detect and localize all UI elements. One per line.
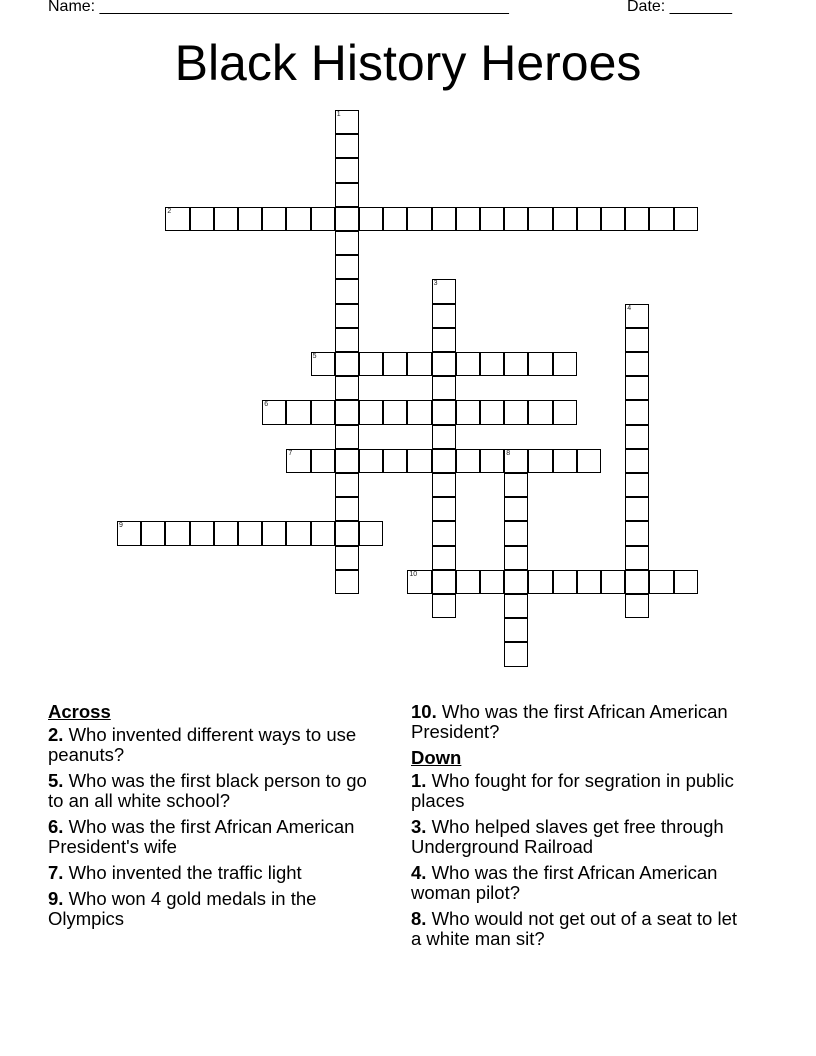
clue-across-9 (48, 889, 378, 929)
cell-number: 5 (312, 353, 317, 360)
grid-cell[interactable] (504, 570, 528, 594)
grid-cell[interactable] (625, 594, 649, 618)
grid-cell[interactable] (286, 400, 310, 424)
grid-cell[interactable] (432, 376, 456, 400)
grid-cell[interactable] (432, 304, 456, 328)
grid-cell[interactable] (311, 521, 335, 545)
grid-cell[interactable] (456, 352, 480, 376)
grid-cell[interactable] (238, 521, 262, 545)
grid-cell[interactable] (214, 521, 238, 545)
clue-down-8 (411, 909, 751, 949)
grid-cell[interactable] (625, 497, 649, 521)
grid-cell[interactable] (286, 207, 310, 231)
clue-down-1 (411, 771, 751, 811)
grid-cell[interactable] (432, 594, 456, 618)
grid-cell[interactable] (432, 521, 456, 545)
grid-cell[interactable] (165, 521, 189, 545)
grid-cell[interactable] (625, 449, 649, 473)
grid-cell[interactable] (335, 304, 359, 328)
grid-cell[interactable] (190, 207, 214, 231)
grid-cell[interactable] (456, 207, 480, 231)
grid-cell[interactable] (335, 183, 359, 207)
grid-cell[interactable] (504, 473, 528, 497)
clue-text: Who fought for for segration in public places (411, 770, 734, 811)
grid-cell[interactable] (504, 618, 528, 642)
clue-number: 5. (48, 770, 64, 791)
grid-cell[interactable] (480, 570, 504, 594)
grid-cell[interactable] (649, 570, 673, 594)
grid-cell[interactable] (504, 400, 528, 424)
clue-number: 10. (411, 701, 437, 722)
clue-text: Who was the first African American President's wife (48, 816, 355, 857)
grid-cell[interactable] (141, 521, 165, 545)
grid-cell[interactable] (383, 207, 407, 231)
cell-number: 8 (506, 449, 511, 457)
grid-cell[interactable] (359, 207, 383, 231)
grid-cell[interactable] (407, 352, 431, 376)
grid-cell[interactable] (383, 449, 407, 473)
grid-cell[interactable] (432, 207, 456, 231)
grid-cell[interactable] (262, 400, 286, 424)
grid-cell[interactable] (311, 449, 335, 473)
grid-cell[interactable] (432, 279, 456, 303)
grid-cell[interactable] (335, 497, 359, 521)
grid-cell[interactable] (432, 449, 456, 473)
clue-number: 1. (411, 770, 427, 791)
grid-cell[interactable] (335, 158, 359, 182)
cell-number: 10 (409, 570, 418, 578)
grid-cell[interactable] (359, 449, 383, 473)
grid-cell[interactable] (335, 570, 359, 594)
clue-across-7 (48, 863, 378, 883)
grid-cell[interactable] (262, 521, 286, 545)
grid-cell[interactable] (528, 352, 552, 376)
grid-cell[interactable] (625, 207, 649, 231)
grid-cell[interactable] (432, 328, 456, 352)
grid-cell[interactable] (480, 449, 504, 473)
clue-text: Who won 4 gold medals in the Olympics (48, 888, 317, 929)
clue-across-6 (48, 817, 378, 857)
grid-cell[interactable] (553, 449, 577, 473)
grid-cell[interactable] (335, 110, 359, 134)
grid-cell[interactable] (335, 134, 359, 158)
grid-cell[interactable] (649, 207, 673, 231)
down-heading: Down (411, 747, 462, 768)
grid-cell[interactable] (335, 400, 359, 424)
grid-cell[interactable] (601, 207, 625, 231)
grid-cell[interactable] (407, 449, 431, 473)
grid-cell[interactable] (528, 207, 552, 231)
clue-text: Who helped slaves get free through Underground Railroad (411, 816, 724, 857)
clue-number: 2. (48, 724, 64, 745)
grid-cell[interactable] (528, 400, 552, 424)
grid-cell[interactable] (553, 400, 577, 424)
grid-cell[interactable] (625, 546, 649, 570)
cell-number: 1 (336, 111, 341, 118)
grid-cell[interactable] (528, 570, 552, 594)
clue-number: 8. (411, 908, 427, 929)
grid-cell[interactable] (311, 400, 335, 424)
grid-cell[interactable] (359, 400, 383, 424)
grid-cell[interactable] (625, 376, 649, 400)
clue-across-2 (48, 725, 378, 765)
page-title: Black History Heroes (174, 35, 642, 91)
clues-column-left (48, 702, 378, 935)
grid-cell[interactable] (504, 207, 528, 231)
grid-cell[interactable] (311, 207, 335, 231)
grid-cell[interactable] (432, 570, 456, 594)
grid-cell[interactable] (625, 473, 649, 497)
grid-cell[interactable] (625, 328, 649, 352)
grid-cell[interactable] (286, 449, 310, 473)
grid-cell[interactable] (528, 449, 552, 473)
grid-cell[interactable] (577, 570, 601, 594)
clue-text: Who was the first African American President? (411, 701, 728, 742)
grid-cell[interactable] (335, 425, 359, 449)
clue-text: Who would not get out of a seat to let a white man sit? (411, 908, 738, 949)
clue-number: 3. (411, 816, 427, 837)
grid-cell[interactable] (601, 570, 625, 594)
grid-cell[interactable] (335, 473, 359, 497)
date-field[interactable]: Date: _______ (627, 0, 732, 15)
grid-cell[interactable] (504, 352, 528, 376)
grid-cell[interactable] (625, 304, 649, 328)
grid-cell[interactable] (504, 521, 528, 545)
grid-cell[interactable] (383, 352, 407, 376)
grid-cell[interactable] (432, 400, 456, 424)
grid-cell[interactable] (456, 570, 480, 594)
grid-cell[interactable] (335, 207, 359, 231)
cell-number: 3 (433, 280, 438, 288)
grid-cell[interactable] (335, 231, 359, 255)
grid-cell[interactable] (504, 642, 528, 666)
grid-cell[interactable] (238, 207, 262, 231)
grid-cell[interactable] (359, 521, 383, 545)
grid-cell[interactable] (214, 207, 238, 231)
grid-cell[interactable] (577, 207, 601, 231)
grid-cell[interactable] (625, 400, 649, 424)
clue-down-3 (411, 817, 751, 857)
grid-cell[interactable] (625, 425, 649, 449)
grid-cell[interactable] (625, 352, 649, 376)
clue-number: 9. (48, 888, 64, 909)
grid-cell[interactable] (359, 352, 383, 376)
grid-cell[interactable] (625, 570, 649, 594)
grid-cell[interactable] (311, 352, 335, 376)
clue-text: Who was the first black person to go to an all white school? (48, 770, 367, 811)
grid-cell[interactable] (407, 570, 431, 594)
grid-cell[interactable] (480, 207, 504, 231)
cell-number: 2 (167, 207, 172, 215)
clue-across-10 (411, 702, 751, 742)
grid-cell[interactable] (335, 521, 359, 545)
grid-cell[interactable] (504, 497, 528, 521)
cell-number: 4 (627, 304, 632, 312)
grid-cell[interactable] (335, 449, 359, 473)
grid-cell[interactable] (335, 279, 359, 303)
grid-cell[interactable] (504, 546, 528, 570)
grid-cell[interactable] (553, 570, 577, 594)
grid-cell[interactable] (286, 521, 310, 545)
grid-cell[interactable] (432, 352, 456, 376)
grid-cell[interactable] (117, 521, 141, 545)
clue-number: 6. (48, 816, 64, 837)
grid-cell[interactable] (262, 207, 286, 231)
across-heading: Across (48, 701, 111, 722)
crossword-grid (117, 110, 717, 680)
grid-cell[interactable] (165, 207, 189, 231)
grid-cell[interactable] (456, 400, 480, 424)
grid-cell[interactable] (553, 207, 577, 231)
grid-cell[interactable] (383, 400, 407, 424)
clue-across-5 (48, 771, 378, 811)
grid-cell[interactable] (553, 352, 577, 376)
grid-cell[interactable] (456, 449, 480, 473)
clue-number: 4. (411, 862, 427, 883)
grid-cell[interactable] (432, 425, 456, 449)
grid-cell[interactable] (625, 521, 649, 545)
grid-cell[interactable] (407, 207, 431, 231)
clue-number: 7. (48, 862, 64, 883)
cell-number: 6 (264, 401, 269, 409)
grid-cell[interactable] (335, 546, 359, 570)
grid-cell[interactable] (432, 546, 456, 570)
grid-cell[interactable] (335, 328, 359, 352)
clue-text: Who was the first African American woman pilot? (411, 862, 718, 903)
grid-cell[interactable] (432, 497, 456, 521)
grid-cell[interactable] (335, 376, 359, 400)
grid-cell[interactable] (480, 352, 504, 376)
cell-number: 7 (288, 449, 293, 457)
grid-cell[interactable] (577, 449, 601, 473)
grid-cell[interactable] (335, 255, 359, 279)
grid-cell[interactable] (335, 352, 359, 376)
clue-text: Who invented the traffic light (68, 862, 302, 883)
grid-cell[interactable] (674, 570, 698, 594)
grid-cell[interactable] (432, 473, 456, 497)
cell-number: 9 (119, 522, 123, 530)
clue-text: Who invented different ways to use peanuts? (48, 724, 357, 765)
grid-cell[interactable] (504, 594, 528, 618)
grid-cell[interactable] (504, 449, 528, 473)
grid-cell[interactable] (407, 400, 431, 424)
grid-cell[interactable] (190, 521, 214, 545)
grid-cell[interactable] (674, 207, 698, 231)
clues-column-right (411, 702, 751, 955)
clue-down-4 (411, 863, 751, 903)
grid-cell[interactable] (480, 400, 504, 424)
name-field[interactable]: Name: ______________________________________________ (48, 0, 509, 15)
